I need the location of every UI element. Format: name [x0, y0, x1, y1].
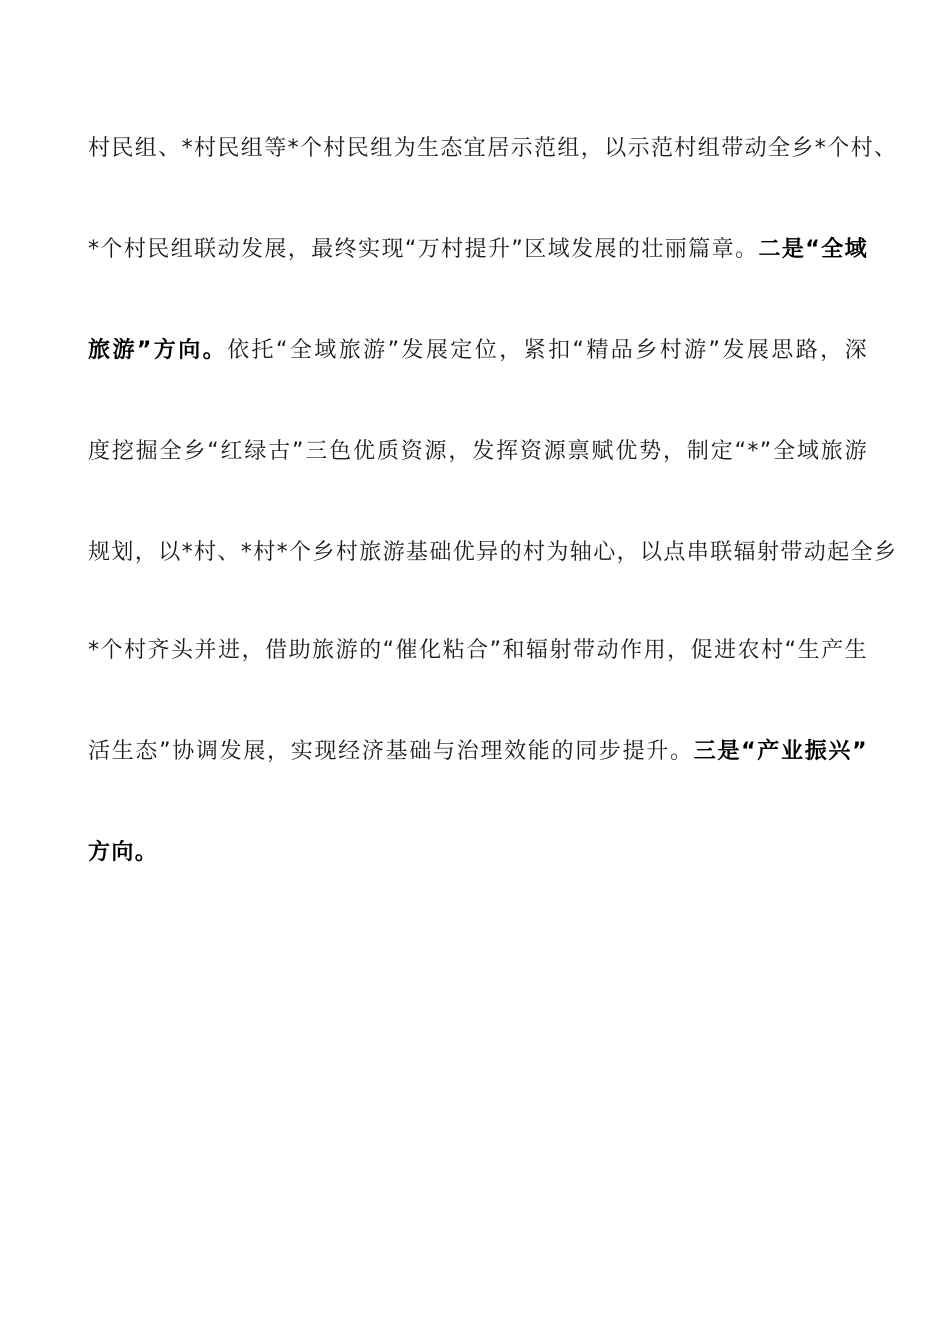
paragraph-line-7	[88, 737, 868, 767]
paragraph-line-6	[88, 636, 868, 666]
paragraph-line-4	[88, 437, 868, 467]
line-3-text: 依托“全域旅游”发展定位，紧扣“精品乡村游”发展思路，深	[227, 338, 869, 363]
line-7-bold-heading: 三是“产业振兴”	[693, 739, 868, 764]
line-1-text: 村民组、*村民组等*个村民组为生态宜居示范组，以示范村组带动全乡*个村、	[88, 136, 898, 161]
line-5-text: 规划，以*村、*村*个乡村旅游基础优异的村为轴心，以点串联辐射带动起全乡	[88, 540, 898, 565]
line-6-text: *个村齐头并进，借助旅游的“催化粘合”和辐射带动作用，促进农村“生产生	[88, 638, 868, 663]
line-2-bold-heading: 二是“全域	[758, 237, 868, 262]
line-2-text: *个村民组联动发展，最终实现“万村提升”区域发展的壮丽篇章。	[88, 237, 759, 262]
line-7-text: 活生态”协调发展，实现经济基础与治理效能的同步提升。	[88, 739, 694, 764]
paragraph-line-1	[88, 134, 898, 164]
line-3-bold-heading: 旅游”方向。	[88, 338, 228, 363]
paragraph-line-2	[88, 235, 868, 265]
paragraph-line-3	[88, 336, 868, 366]
line-4-text: 度挖掘全乡“红绿古”三色优质资源，发挥资源禀赋优势，制定“*”全域旅游	[88, 439, 868, 464]
line-8-bold-text: 方向。	[88, 840, 159, 865]
paragraph-line-5	[88, 538, 898, 568]
paragraph-line-8	[88, 838, 868, 868]
